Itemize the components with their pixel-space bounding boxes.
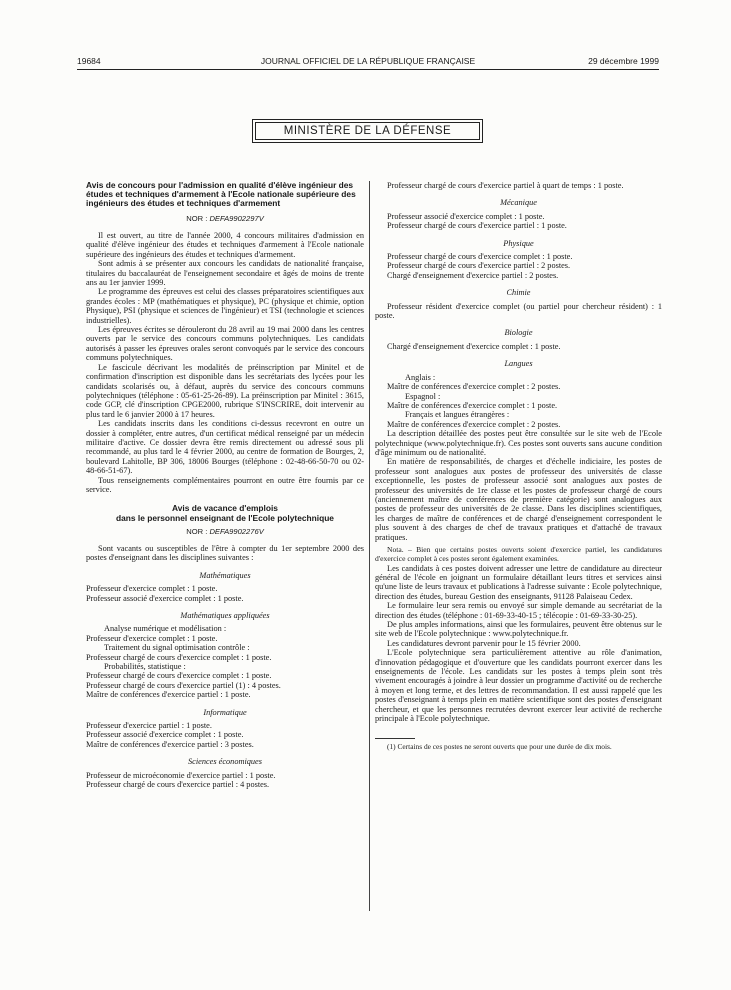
subdiscipline: Analyse numérique et modélisation : xyxy=(104,624,227,634)
post-line: Professeur chargé de cours d'exercice complet : 1 poste. xyxy=(387,252,573,262)
section-heading: Mathématiques appliquées xyxy=(180,611,270,621)
notice-1-title: Avis de concours pour l'admission en qualité d'élève ingénieur des études et techniques d'armement à l'Ecole nationale supérieure des ingénieurs des études et techniques d'armement xyxy=(86,180,356,209)
post-line: Maître de conférences d'exercice complet : 1 poste. xyxy=(387,400,558,410)
paragraph: Sont admis à se présenter aux concours les candidats de nationalité française, titulaires du baccalauréat de l'enseignement secondaire et âgés de moins de trente ans au 1er janvier 1999. xyxy=(86,259,364,288)
issue-date: 29 décembre 1999 xyxy=(588,56,659,66)
left-column xyxy=(86,181,364,790)
paragraph: Les candidats inscrits dans les conditions ci-dessus recevront en outre un dossier à compléter, entre autres, d'un certificat médical renseigné par un médecin militaire d'active. Ce dossier devra être remis directement ou adressé sous pli recommandé, au plus tard le 4 février 2000, au centre de formation de Bourges, 2, boulevard Lahitolle, BP 306, 18006 Bourges (téléphone : 02-48-66-50-70 ou 02-48-66-51-67). xyxy=(86,419,364,476)
header-rule xyxy=(77,69,659,70)
post-line: Professeur chargé de cours d'exercice partiel (1) : 4 postes. xyxy=(86,680,281,690)
post-line: Professeur chargé de cours d'exercice partiel : 2 postes. xyxy=(387,261,571,271)
post-line: Chargé d'enseignement d'exercice partiel : 2 postes. xyxy=(387,270,559,280)
right-column xyxy=(375,181,662,751)
paragraph: Il est ouvert, au titre de l'année 2000, 4 concours militaires d'admission en qualité d'élève ingénieur des études et techniques d'armement à l'Ecole nationale supérieure des ingénieurs des études et techniques d'armement. xyxy=(86,231,364,259)
section-heading: Mécanique xyxy=(500,198,537,208)
notice-1-nor xyxy=(86,214,364,223)
post-line: Professeur chargé de cours d'exercice partiel : 1 poste. xyxy=(387,221,567,231)
nor-label: NOR : xyxy=(186,526,208,536)
footnote: (1) Certains de ces postes ne seront ouverts que pour une durée de dix mois. xyxy=(387,741,612,751)
nor-code: DEFA9902276V xyxy=(209,526,264,536)
column-divider xyxy=(369,181,370,911)
paragraph: Le formulaire leur sera remis ou envoyé sur simple demande au secrétariat de la direction des études (téléphone : 01-69-33-40-15 ; télécopie : 01-69-33-30-25). xyxy=(375,601,662,620)
post-line: Professeur chargé de cours d'exercice partiel à quart de temps : 1 poste. xyxy=(387,181,624,190)
section-heading: Mathématiques xyxy=(199,570,251,580)
page-number: 19684 xyxy=(77,56,101,66)
section-heading: Chimie xyxy=(506,288,531,298)
paragraph: Sont vacants ou susceptibles de l'être à compter du 1er septembre 2000 des postes d'enseignant dans les disciplines suivantes : xyxy=(86,543,364,563)
post-line: Professeur d'exercice partiel : 1 poste. xyxy=(86,721,212,731)
post-line: Professeur résident d'exercice complet (ou partiel pour chercheur résident) : 1 poste. xyxy=(375,301,662,321)
journal-title: JOURNAL OFFICIEL DE LA RÉPUBLIQUE FRANÇAISE xyxy=(260,56,476,66)
post-line: Chargé d'enseignement d'exercice complet : 1 poste. xyxy=(387,341,561,351)
paragraph: De plus amples informations, ainsi que les formulaires, peuvent être obtenus sur le site web de l'Ecole polytechnique : www.polytechnique.fr. xyxy=(375,620,662,639)
post-line: Professeur de microéconomie d'exercice partiel : 1 poste. xyxy=(86,770,276,780)
page-header xyxy=(77,56,659,66)
section-heading: Biologie xyxy=(504,328,533,338)
nota: Nota. – Bien que certains postes ouverts soient d'exercice partiel, les candidatures d'exercice complet à ces postes seront également examinées. xyxy=(375,545,662,563)
footnote-rule xyxy=(375,738,415,739)
paragraph: Les épreuves écrites se dérouleront du 28 avril au 19 mai 2000 dans les centres ouverts par le service des concours communs polytechniques. Les candidats autorisés à passer les épreuves orales seront convoqués par le service des concours communs polytechniques. xyxy=(86,325,364,363)
notice-2-title xyxy=(86,504,364,523)
paragraph: Le programme des épreuves est celui des classes préparatoires scientifiques aux grandes écoles : MP (mathématiques et physique), PC (physique et chimie, option Physique), PSI (physique et sciences de l'ingénieur) et TSI (technologie et sciences industrielles). xyxy=(86,287,364,325)
paragraph: En matière de responsabilités, de charges et d'échelle indiciaire, les postes de professeur sont analogues aux postes de professeur des universités de classe exceptionnelle, les postes de professeur associé sont analogues aux postes de professeur des universités de 1re classe et les postes de professeur chargé de cours (anciennement maître de conférences de première catégorie) sont analogues aux postes de professeur des universités de 2e classe. Dans les disciplines scientifiques, les charges de maître de conférences et de chargé d'enseignement correspondent le plus souvent à des charges de chef de travaux pratiques et d'attaché de travaux pratiques. xyxy=(375,457,662,542)
section-heading: Sciences économiques xyxy=(188,757,262,767)
subdiscipline: Probabilités, statistique : xyxy=(104,662,186,672)
subdiscipline: Traitement du signal optimisation contrôle : xyxy=(104,643,250,653)
section-heading: Langues xyxy=(504,359,533,369)
subdiscipline: Français et langues étrangères : xyxy=(405,410,510,420)
post-line: Professeur associé d'exercice complet : 1 poste. xyxy=(387,211,545,221)
paragraph: Tous renseignements complémentaires pourront en outre être fournis par ce service. xyxy=(86,475,364,494)
subdiscipline: Anglais : xyxy=(405,372,436,382)
ministry-heading xyxy=(252,119,483,143)
post-line: Maître de conférences d'exercice partiel : 1 poste. xyxy=(86,690,251,700)
notice-2-nor xyxy=(86,527,364,536)
paragraph: Les candidats à ces postes doivent adresser une lettre de candidature au directeur général de l'école en joignant un formulaire détaillant leurs titres et services ainsi qu'une liste de leurs travaux et publications à l'adresse suivante : Ecole polytechnique, direction des études, bureau Gestion des enseignants, 91128 Palaiseau Cedex. xyxy=(375,563,662,601)
subdiscipline: Espagnol : xyxy=(405,391,441,401)
post-line: Professeur d'exercice complet : 1 poste. xyxy=(86,633,218,643)
post-line: Professeur chargé de cours d'exercice complet : 1 poste. xyxy=(86,671,272,681)
notice-2-title-line2: dans le personnel enseignant de l'Ecole polytechnique xyxy=(116,512,334,523)
post-line: Maître de conférences d'exercice complet : 2 postes. xyxy=(387,382,561,392)
section-heading: Physique xyxy=(503,238,534,248)
notice-2-title-line1: Avis de vacance d'emplois xyxy=(172,503,278,514)
post-line: Maître de conférences d'exercice partiel : 3 postes. xyxy=(86,739,254,749)
paragraph: La description détaillée des postes peut être consultée sur le site web de l'Ecole polytechnique (www.polytechnique.fr). Ces postes sont ouverts sans aucune condition d'âge minimum ou de nationalité. xyxy=(375,429,662,457)
ministry-title: MINISTÈRE DE LA DÉFENSE xyxy=(283,125,452,137)
nor-label: NOR : xyxy=(186,213,208,223)
paragraph: Les candidatures devront parvenir pour le 15 février 2000. xyxy=(387,638,581,648)
paragraph: L'Ecole polytechnique sera particulièrement attentive au rôle d'animation, d'innovation pédagogique et d'ouverture que les candidats pourront exercer dans les enseignements de l'école. Les candidats sur les postes à temps plein sont très vivement encouragés à joindre à leur dossier un programme d'activité ou de recherche à moyen et long terme, et des lettres de recommandation. Il est aussi rappelé que les postes d'enseignant à temps plein en matière scientifique sont des postes d'enseignant chercheur, et que les personnes recrutées devront exercer leur activité de recherche principale à l'Ecole polytechnique. xyxy=(375,648,662,724)
post-line: Professeur chargé de cours d'exercice complet : 1 poste. xyxy=(86,652,272,662)
post-line: Professeur associé d'exercice complet : 1 poste. xyxy=(86,730,244,740)
post-line: Professeur d'exercice complet : 1 poste. xyxy=(86,584,218,594)
nor-code: DEFA9902297V xyxy=(209,213,264,223)
post-line: Professeur chargé de cours d'exercice partiel : 4 postes. xyxy=(86,780,270,790)
section-heading: Informatique xyxy=(203,707,247,717)
post-line: Professeur associé d'exercice complet : 1 poste. xyxy=(86,593,244,603)
paragraph: Le fascicule décrivant les modalités de préinscription par Minitel et de confirmation d'inscription est disponible dans les secrétariats des lycées pour les candidats scolarisés ou, à défaut, auprès du service des concours communs polytechniques (téléphone : 05-61-25-26-89). La préinscription par Minitel : 3615, code GCP, clé d'inscription CPGE2000, rubrique S'INSCRIRE, doit intervenir au plus tard le 6 janvier 2000 à 17 heures. xyxy=(86,362,364,419)
post-line: Maître de conférences d'exercice complet : 2 postes. xyxy=(387,419,561,429)
